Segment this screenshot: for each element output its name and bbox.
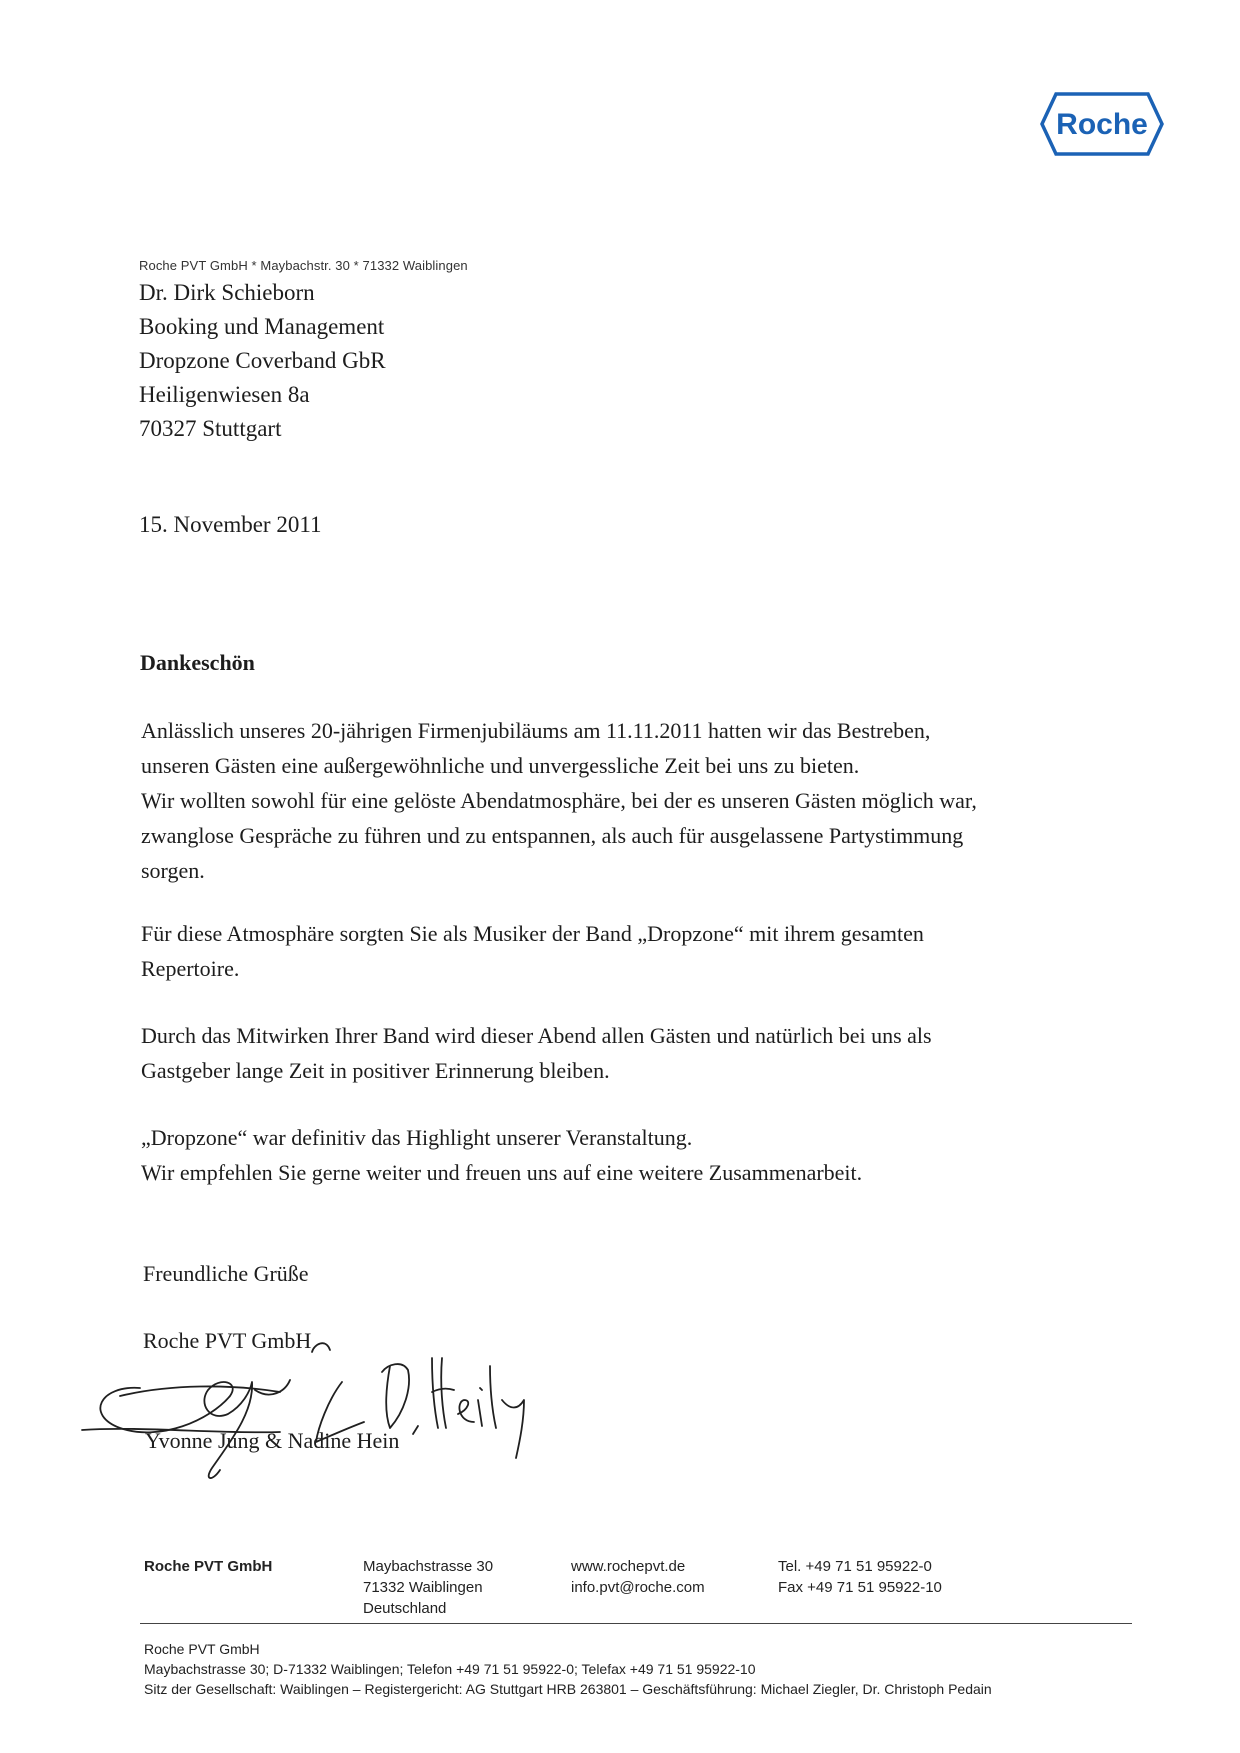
recipient-line: Heiligenwiesen 8a <box>139 382 310 407</box>
closing: Freundliche Grüße <box>143 1261 309 1286</box>
footer-address-line: Deutschland <box>363 1600 447 1617</box>
footer-phone <box>778 1556 942 1598</box>
letter-date: 15. November 2011 <box>139 512 322 537</box>
paragraph-line: Gastgeber lange Zeit in positiver Erinnerung bleiben. <box>141 1058 610 1083</box>
recipient-line: Booking und Management <box>139 314 385 339</box>
footer-telephone: Tel. +49 71 51 95922-0 <box>778 1558 932 1575</box>
footer-divider <box>140 1623 1132 1624</box>
body-paragraph <box>141 1018 1101 1088</box>
recipient-line: 70327 Stuttgart <box>139 416 282 441</box>
paragraph-line: Anlässlich unseres 20-jährigen Firmenjubiläums am 11.11.2011 hatten wir das Bestreben, <box>141 718 931 743</box>
legal-line: Maybachstrasse 30; D-71332 Waiblingen; Telefon +49 71 51 95922-0; Telefax +49 71 51 95922-10 <box>144 1661 756 1677</box>
footer-address-line: Maybachstrasse 30 <box>363 1558 494 1575</box>
body-paragraph <box>141 916 1101 986</box>
paragraph-line: Durch das Mitwirken Ihrer Band wird dieser Abend allen Gästen und natürlich bei uns als <box>141 1023 932 1048</box>
sender-line: Roche PVT GmbH * Maybachstr. 30 * 71332 Waiblingen <box>139 258 468 273</box>
signing-company: Roche PVT GmbH <box>143 1328 312 1353</box>
footer-website: www.rochepvt.de <box>571 1558 686 1575</box>
recipient-line: Dr. Dirk Schieborn <box>139 280 315 305</box>
signer-names: Yvonne Jung & Nadine Hein <box>145 1428 400 1453</box>
body-paragraph <box>141 1120 1101 1190</box>
paragraph-line: Repertoire. <box>141 956 240 981</box>
letter-subject: Dankeschön <box>140 650 255 675</box>
body-paragraph <box>141 713 1101 888</box>
legal-line: Sitz der Gesellschaft: Waiblingen – Registergericht: AG Stuttgart HRB 263801 – Geschäftsführung: Michael Ziegler, Dr. Christoph Pedain <box>144 1681 992 1697</box>
paragraph-line: Wir empfehlen Sie gerne weiter und freuen uns auf eine weitere Zusammenarbeit. <box>141 1160 863 1185</box>
footer-address-line: 71332 Waiblingen <box>363 1579 483 1596</box>
legal-footer <box>144 1639 992 1699</box>
paragraph-line: zwanglose Gespräche zu führen und zu entspannen, als auch für ausgelassene Partystimmung <box>141 823 964 848</box>
recipient-address <box>139 276 386 446</box>
recipient-line: Dropzone Coverband GbR <box>139 348 386 373</box>
footer-email: info.pvt@roche.com <box>571 1579 705 1596</box>
paragraph-line: „Dropzone“ war definitiv das Highlight unserer Veranstaltung. <box>141 1125 693 1150</box>
handwritten-signature <box>80 1330 620 1490</box>
paragraph-line: sorgen. <box>141 858 205 883</box>
paragraph-line: Für diese Atmosphäre sorgten Sie als Musiker der Band „Dropzone“ mit ihrem gesamten <box>141 921 924 946</box>
footer-web <box>571 1556 705 1598</box>
paragraph-line: unseren Gästen eine außergewöhnliche und unvergessliche Zeit bei uns zu bieten. <box>141 753 860 778</box>
paragraph-line: Wir wollten sowohl für eine gelöste Abendatmosphäre, bei der es unseren Gästen möglich war, <box>141 788 977 813</box>
logo-text: Roche <box>1056 108 1148 141</box>
footer-company: Roche PVT GmbH <box>144 1558 273 1575</box>
footer-address <box>363 1556 493 1619</box>
footer-fax: Fax +49 71 51 95922-10 <box>778 1579 942 1596</box>
legal-line: Roche PVT GmbH <box>144 1641 260 1657</box>
roche-logo <box>1040 92 1164 156</box>
